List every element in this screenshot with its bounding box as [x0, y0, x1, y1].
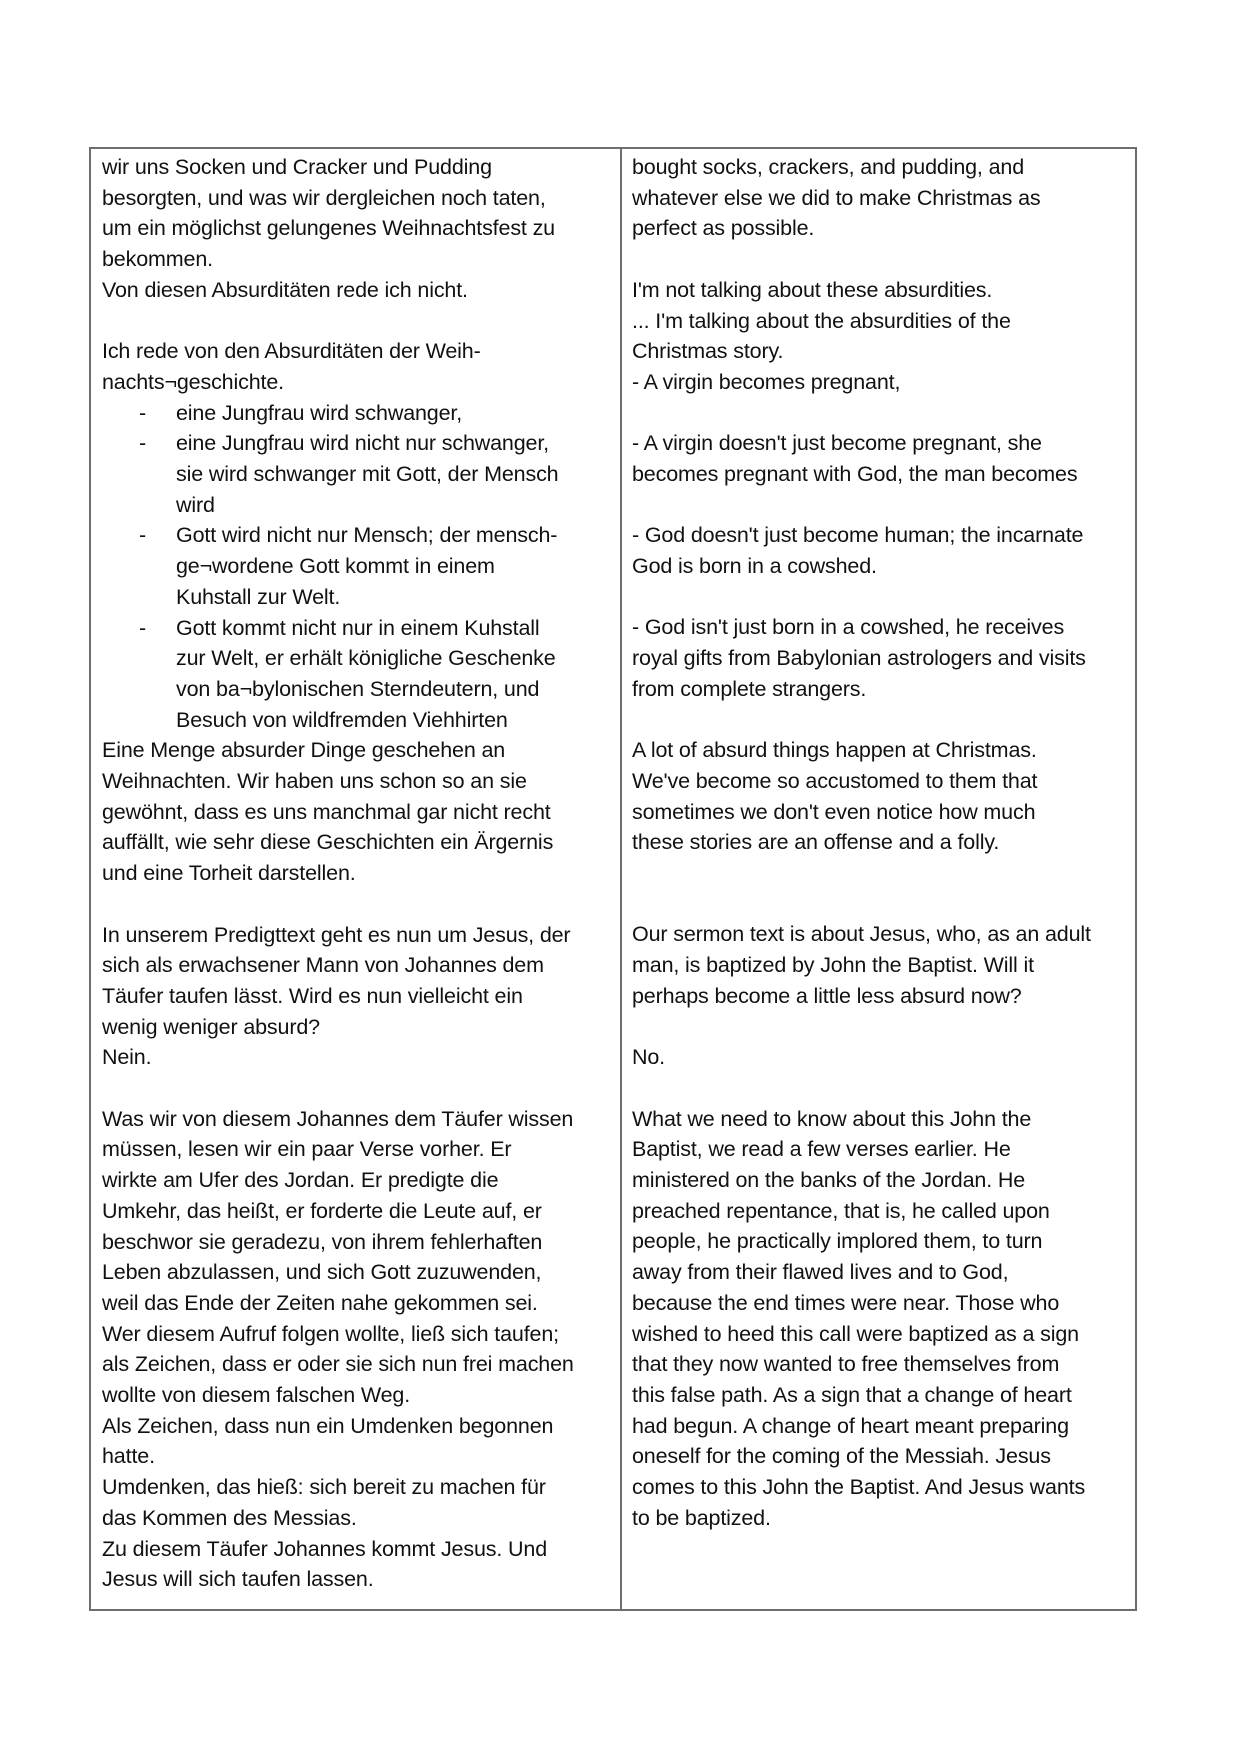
text-line: und eine Torheit darstellen.	[102, 861, 356, 886]
paragraph-gap	[632, 1012, 1129, 1043]
paragraph-gap	[102, 306, 614, 337]
text-line: Gott kommt nicht nur in einem Kuhstall	[176, 615, 540, 640]
text-line: I'm not talking about these absurdities.	[632, 277, 993, 302]
text-line: Von diesen Absurditäten rede ich nicht.	[102, 277, 468, 302]
text-line: eine Jungfrau wird schwanger,	[176, 400, 463, 425]
bullet-item	[102, 520, 614, 612]
text-line: perhaps become a little less absurd now?	[632, 983, 1022, 1008]
text-line: Umdenken, das hieß: sich bereit zu machen für	[102, 1475, 546, 1500]
text-line: Jesus will sich taufen lassen.	[102, 1567, 374, 1592]
text-line: bought socks, crackers, and pudding, and	[632, 155, 1025, 179]
english-paragraph-5	[632, 612, 1129, 704]
text-line: - God doesn't just become human; the incarnate	[632, 523, 1084, 548]
text-line: wir uns Socken und Cracker und Pudding	[102, 155, 492, 179]
english-paragraph-9	[632, 1104, 1129, 1534]
text-line: Nein.	[102, 1045, 152, 1070]
english-paragraph-1	[632, 152, 1129, 244]
text-line: Besuch von wildfremden Viehhirten	[176, 707, 508, 732]
german-paragraph-2	[102, 336, 614, 397]
dash-bullet-icon: -	[139, 400, 147, 425]
text-line: because the end times were near. Those who	[632, 1290, 1060, 1315]
text-line: Was wir von diesem Johannes dem Täufer wissen	[102, 1106, 574, 1131]
text-line: In unserem Predigttext geht es nun um Jesus, der	[102, 922, 571, 947]
text-line: No.	[632, 1045, 666, 1070]
german-paragraph-3	[102, 735, 614, 889]
text-line: Als Zeichen, dass nun ein Umdenken begonnen	[102, 1413, 554, 1438]
paragraph-gap	[632, 582, 1129, 613]
text-line: to be baptized.	[632, 1505, 771, 1530]
text-line: zur Welt, er erhält königliche Geschenke	[176, 646, 556, 671]
text-line: preached repentance, that is, he called upon	[632, 1198, 1050, 1223]
paragraph-gap	[632, 398, 1129, 429]
text-line: - A virgin doesn't just become pregnant, she	[632, 431, 1042, 456]
text-line: Weihnachten. Wir haben uns schon so an sie	[102, 769, 527, 794]
text-line: Täufer taufen lässt. Wird es nun vielleicht ein	[102, 983, 523, 1008]
text-line: these stories are an offense and a folly.	[632, 830, 1000, 855]
text-line: gewöhnt, dass es uns manchmal gar nicht recht	[102, 799, 551, 824]
text-line: sometimes we don't even notice how much	[632, 799, 1036, 824]
text-line: Umkehr, das heißt, er forderte die Leute auf, er	[102, 1198, 542, 1223]
text-line: wished to heed this call were baptized as a sign	[632, 1321, 1079, 1346]
text-line: das Kommen des Messias.	[102, 1505, 357, 1530]
text-line: Eine Menge absurder Dinge geschehen an	[102, 738, 506, 763]
text-line: wollte von diesem falschen Weg.	[102, 1383, 411, 1408]
text-line: Wer diesem Aufruf folgen wollte, ließ sich taufen;	[102, 1321, 559, 1346]
bilingual-sermon-table	[89, 147, 1137, 1611]
bullet-item	[102, 428, 614, 520]
english-paragraph-6	[632, 735, 1129, 858]
text-line: bekommen.	[102, 247, 213, 272]
text-line: away from their flawed lives and to God,	[632, 1260, 1009, 1285]
dash-bullet-icon: -	[139, 431, 147, 456]
text-line: - God isn't just born in a cowshed, he receives	[632, 615, 1065, 640]
text-line: von ba¬bylonischen Sterndeutern, und	[176, 676, 540, 701]
text-line: ... I'm talking about the absurdities of the	[632, 308, 1011, 333]
text-line: eine Jungfrau wird nicht nur schwanger,	[176, 431, 550, 456]
text-line: God is born in a cowshed.	[632, 554, 877, 579]
german-paragraph-1	[102, 152, 614, 306]
german-bullet-list	[102, 398, 614, 736]
dash-bullet-icon: -	[139, 523, 147, 548]
text-line: sich als erwachsener Mann von Johannes dem	[102, 953, 544, 978]
text-line: - A virgin becomes pregnant,	[632, 369, 901, 394]
text-line: auffällt, wie sehr diese Geschichten ein Ärgernis	[102, 830, 554, 855]
german-column	[91, 149, 622, 1609]
text-line: sie wird schwanger mit Gott, der Mensch	[176, 462, 559, 487]
bullet-item	[102, 398, 614, 429]
text-line: ministered on the banks of the Jordan. He	[632, 1168, 1026, 1193]
paragraph-gap	[632, 244, 1129, 275]
text-line: oneself for the coming of the Messiah. Jesus	[632, 1444, 1051, 1469]
text-line: Christmas story.	[632, 339, 784, 364]
text-line: had begun. A change of heart meant preparing	[632, 1413, 1069, 1438]
text-line: nachts¬geschichte.	[102, 369, 284, 394]
text-line: royal gifts from Babylonian astrologers and visits	[632, 646, 1086, 671]
text-line: wirkte am Ufer des Jordan. Er predigte die	[102, 1168, 499, 1193]
text-line: Our sermon text is about Jesus, who, as an adult	[632, 922, 1091, 947]
text-line: becomes pregnant with God, the man becomes	[632, 462, 1078, 486]
paragraph-gap	[632, 705, 1129, 736]
text-line: weil das Ende der Zeiten nahe gekommen sei.	[102, 1290, 538, 1315]
text-line: Ich rede von den Absurditäten der Weih-	[102, 339, 481, 364]
text-line: this false path. As a sign that a change of heart	[632, 1382, 1072, 1407]
text-line: people, he practically implored them, to turn	[632, 1229, 1043, 1254]
paragraph-gap	[632, 1073, 1129, 1104]
text-line: man, is baptized by John the Baptist. Will it	[632, 953, 1034, 978]
text-line: A lot of absurd things happen at Christmas.	[632, 738, 1037, 763]
english-paragraph-2	[632, 275, 1129, 398]
text-line: whatever else we did to make Christmas as	[632, 185, 1041, 210]
text-line: Kuhstall zur Welt.	[176, 584, 341, 609]
text-line: ge¬wordene Gott kommt in einem	[176, 554, 495, 579]
text-line: Baptist, we read a few verses earlier. He	[632, 1137, 1011, 1162]
text-line: müssen, lesen wir ein paar Verse vorher. Er	[102, 1137, 512, 1162]
english-column	[622, 149, 1135, 1609]
text-line: Gott wird nicht nur Mensch; der mensch-	[176, 523, 558, 548]
paragraph-gap	[632, 889, 1129, 920]
paragraph-gap	[632, 490, 1129, 521]
text-line: We've become so accustomed to them that	[632, 768, 1038, 793]
english-paragraph-8	[632, 1042, 1129, 1073]
text-line: wird	[176, 492, 215, 517]
dash-bullet-icon: -	[139, 615, 147, 640]
text-line: from complete strangers.	[632, 676, 867, 701]
text-line: comes to this John the Baptist. And Jesus wants	[632, 1475, 1086, 1500]
text-line: perfect as possible.	[632, 216, 815, 241]
text-line: Leben abzulassen, und sich Gott zuzuwenden,	[102, 1260, 542, 1285]
text-line: that they now wanted to free themselves from	[632, 1352, 1060, 1377]
text-line: als Zeichen, dass er oder sie sich nun frei machen	[102, 1352, 574, 1377]
text-line: hatte.	[102, 1444, 155, 1469]
paragraph-gap	[102, 1073, 614, 1104]
text-line: Zu diesem Täufer Johannes kommt Jesus. Und	[102, 1536, 548, 1561]
text-line: What we need to know about this John the	[632, 1106, 1032, 1131]
paragraph-gap	[102, 889, 614, 920]
bullet-item	[102, 613, 614, 736]
english-paragraph-3	[632, 428, 1129, 489]
text-line: um ein möglichst gelungenes Weihnachtsfest zu	[102, 216, 555, 241]
german-paragraph-5	[102, 1104, 614, 1595]
german-paragraph-4	[102, 920, 614, 1074]
text-line: besorgten, und was wir dergleichen noch taten,	[102, 185, 546, 210]
paragraph-gap	[632, 858, 1129, 889]
text-line: beschwor sie geradezu, von ihrem fehlerhaften	[102, 1229, 543, 1254]
english-paragraph-7	[632, 919, 1129, 1011]
english-paragraph-4	[632, 520, 1129, 581]
text-line: wenig weniger absurd?	[102, 1014, 320, 1039]
